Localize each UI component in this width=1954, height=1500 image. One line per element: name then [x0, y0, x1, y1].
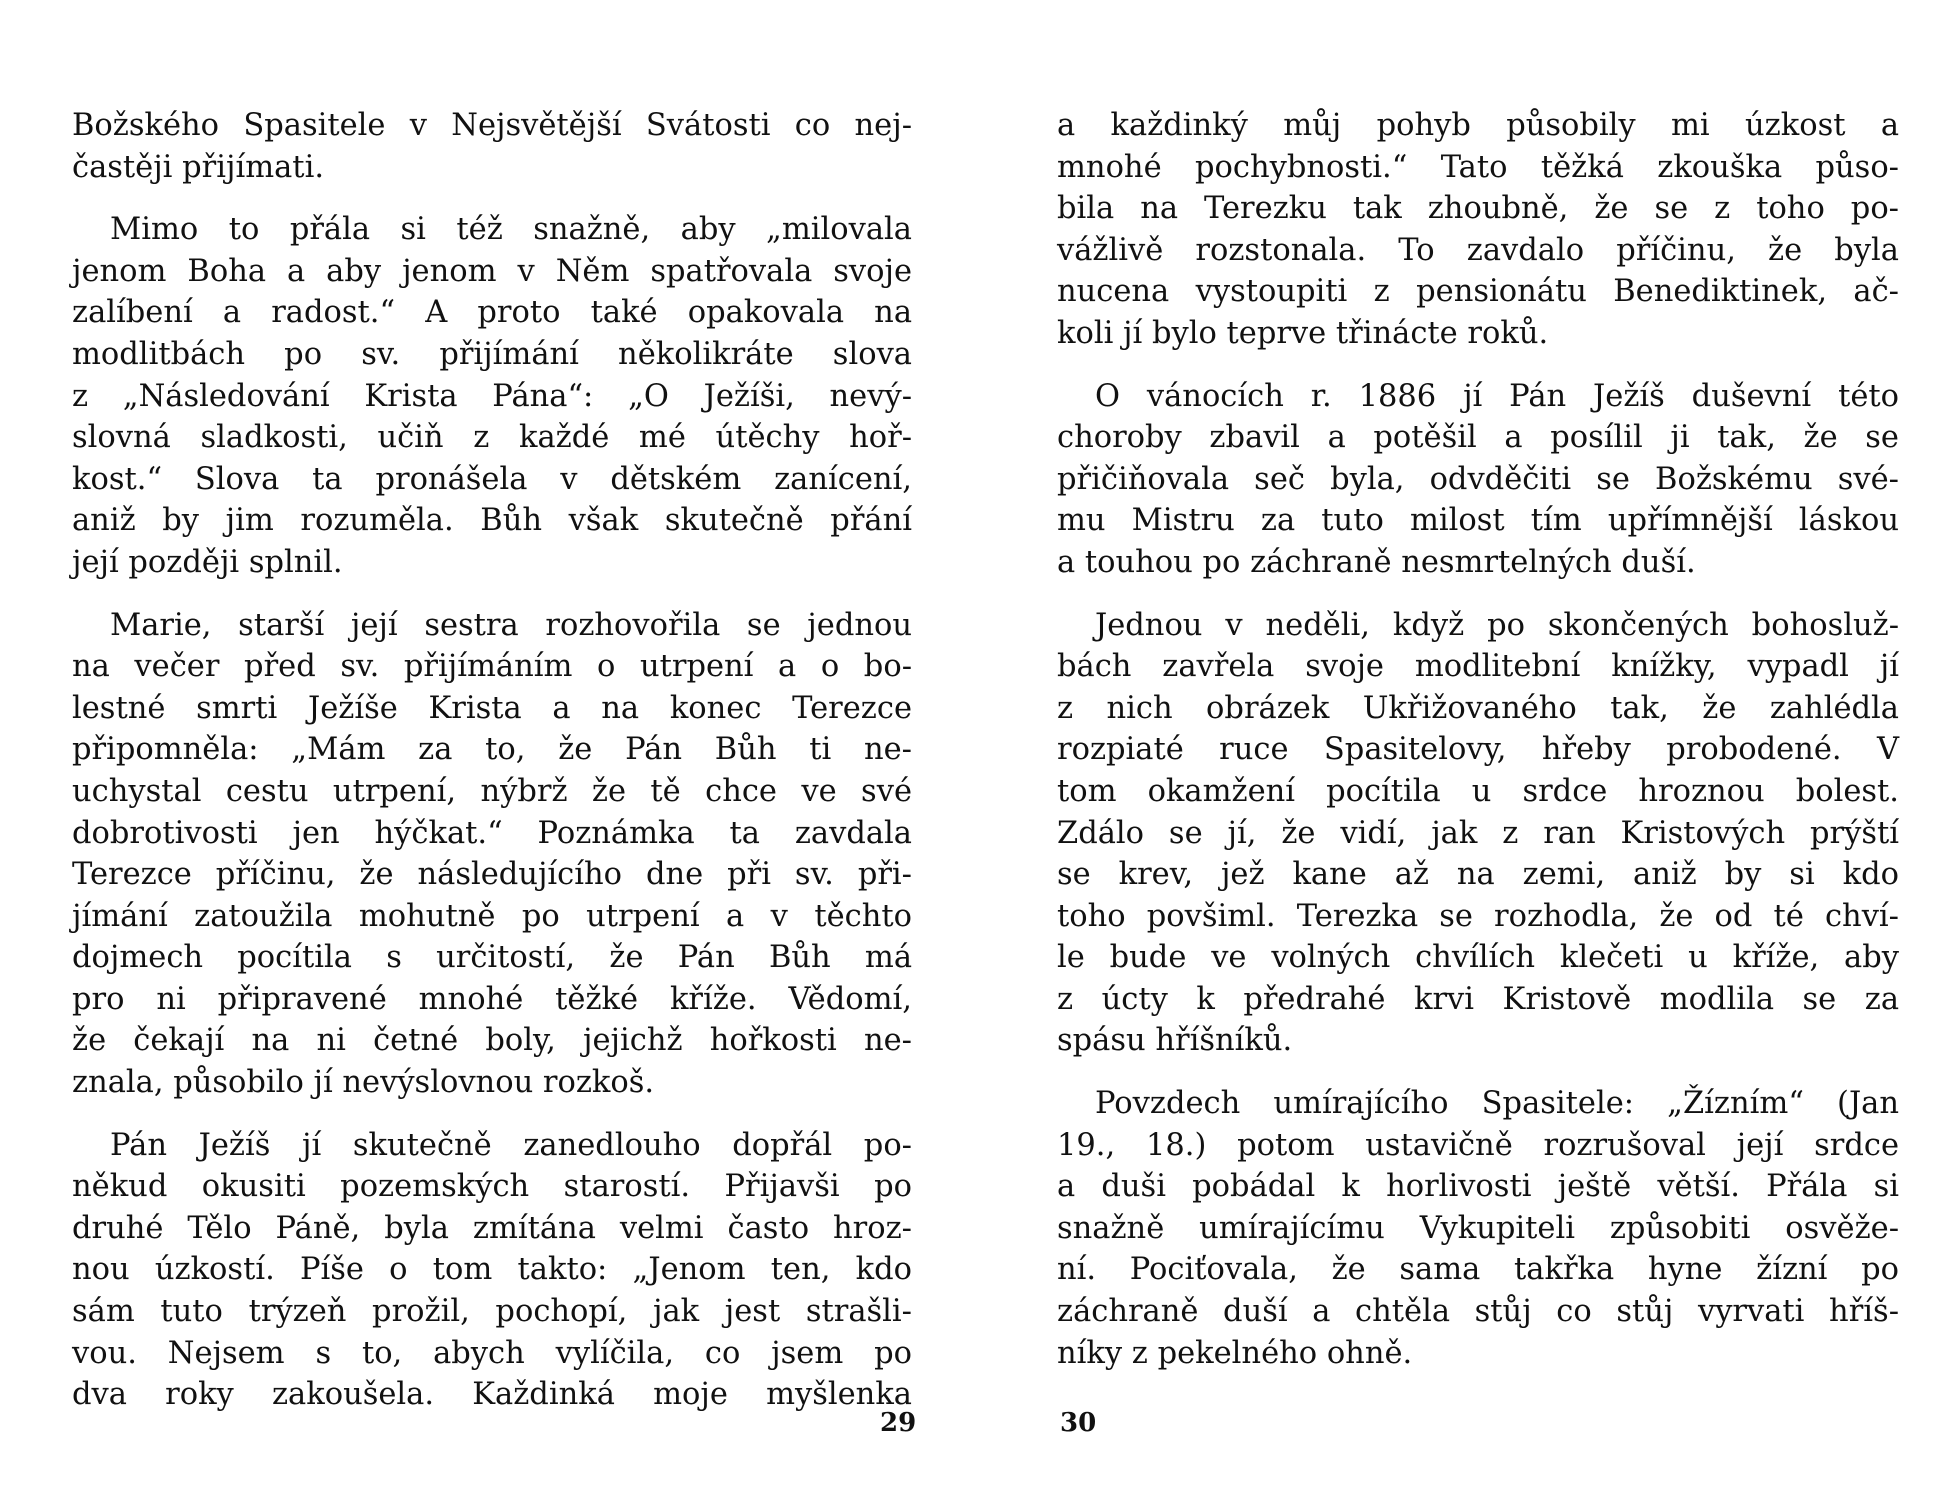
text-line: mnohé pochybnosti.“ Tato těžká zkouška půso- — [1057, 149, 1899, 185]
text-line: bila na Terezku tak zhoubně, že se z toho po- — [1057, 191, 1899, 227]
text-line: spásu hříšníků. — [1057, 1023, 1293, 1059]
text-line: že čekají na ni četné boly, jejichž hořkosti ne- — [72, 1023, 912, 1059]
text-line: dva roky zakoušela. Každinká moje myšlenka — [72, 1377, 912, 1413]
text-line: mu Mistru za tuto milost tím upřímnější láskou — [1057, 503, 1899, 539]
text-line: jímání zatoužila mohutně po utrpení a v těchto — [72, 898, 912, 934]
text-line: záchraně duší a chtěla stůj co stůj vyrvati hříš- — [1057, 1294, 1899, 1330]
text-line: častěji přijímati. — [72, 149, 325, 185]
text-line: Zdálo se jí, že vidí, jak z ran Kristových prýští — [1057, 815, 1899, 851]
text-line: Terezce příčinu, že následujícího dne při sv. při- — [72, 857, 912, 893]
paragraph — [1057, 1083, 1899, 1374]
left-page-number: 29 — [880, 1408, 917, 1438]
text-line: jenom Boha a aby jenom v Něm spatřovala svoje — [72, 253, 912, 289]
text-line: znala, působilo jí nevýslovnou rozkoš. — [72, 1065, 655, 1101]
text-line: slovná sladkosti, učiň z každé mé útěchy hoř- — [72, 420, 912, 456]
text-line: kost.“ Slova ta pronášela v dětském zanícení, — [72, 461, 912, 497]
text-line: z úcty k předrahé krvi Kristově modlila se za — [1057, 981, 1899, 1017]
text-line: aniž by jim rozuměla. Bůh však skutečně přání — [72, 503, 912, 539]
text-line: a každinký můj pohyb působily mi úzkost a — [1057, 108, 1899, 143]
paragraph — [1057, 376, 1899, 584]
text-line: dobrotivosti jen hýčkat.“ Poznámka ta zavdala — [72, 815, 912, 851]
text-line: a duši pobádal k horlivosti ještě větší. Přála si — [1057, 1169, 1899, 1205]
text-line: Jednou v neděli, když po skončených bohosluž- — [1095, 607, 1899, 643]
text-line: snažně umírajícímu Vykupiteli způsobiti osvěže- — [1057, 1210, 1899, 1246]
text-line: rozpiaté ruce Spasitelovy, hřeby probodené. V — [1057, 732, 1899, 768]
text-line: vou. Nejsem s to, abych vylíčila, co jsem po — [72, 1335, 912, 1371]
text-line: Božského Spasitele v Nejsvětější Svátosti co nej- — [72, 108, 912, 143]
text-line: přičiňovala seč byla, odvděčiti se Božskému své- — [1057, 461, 1899, 497]
text-line: lestné smrti Ježíše Krista a na konec Terezce — [72, 690, 912, 726]
text-line: vážlivě rozstonala. To zavdalo příčinu, že byla — [1057, 232, 1899, 268]
paragraph — [72, 105, 912, 188]
text-line: O vánocích r. 1886 jí Pán Ježíš duševní této — [1095, 378, 1899, 414]
right-page-number: 30 — [1060, 1408, 1097, 1438]
text-line: ní. Pociťovala, že sama takřka hyne žízní po — [1057, 1252, 1899, 1288]
text-line: uchystal cestu utrpení, nýbrž že tě chce ve své — [72, 773, 912, 809]
right-page-text — [1057, 105, 1899, 1395]
text-line: někud okusiti pozemských starostí. Přijavši po — [72, 1169, 912, 1205]
text-line: Povzdech umírajícího Spasitele: „Žízním“ (Jan — [1095, 1086, 1899, 1122]
paragraph — [72, 209, 912, 583]
paragraph — [72, 605, 912, 1104]
text-line: le bude ve volných chvílích klečeti u kříže, aby — [1057, 940, 1899, 976]
text-line: její později splnil. — [72, 544, 343, 580]
text-line: koli jí bylo teprve třinácte roků. — [1057, 315, 1549, 351]
text-line: a touhou po záchraně nesmrtelných duší. — [1057, 544, 1696, 580]
text-line: se krev, jež kane až na zemi, aniž by si kdo — [1057, 857, 1899, 893]
text-line: Mimo to přála si též snažně, aby „milovala — [110, 212, 912, 248]
text-line: nou úzkostí. Píše o tom takto: „Jenom ten, kdo — [72, 1252, 912, 1288]
text-line: zalíbení a radost.“ A proto také opakovala na — [72, 295, 912, 331]
text-line: z „Následování Krista Pána“: „O Ježíši, nevý- — [72, 378, 912, 414]
text-line: druhé Tělo Páně, byla zmítána velmi často hroz- — [72, 1210, 912, 1246]
text-line: modlitbách po sv. přijímání několikráte slova — [72, 336, 912, 372]
text-line: dojmech pocítila s určitostí, že Pán Bůh má — [72, 940, 912, 976]
text-line: bách zavřela svoje modlitební knížky, vypadl jí — [1057, 649, 1899, 685]
text-line: toho povšiml. Terezka se rozhodla, že od té chví- — [1057, 898, 1899, 934]
paragraph — [72, 1125, 912, 1416]
text-line: choroby zbavil a potěšil a posílil ji tak, že se — [1057, 420, 1899, 456]
text-line: Pán Ježíš jí skutečně zanedlouho dopřál po- — [110, 1127, 912, 1163]
text-line: z nich obrázek Ukřižovaného tak, že zahlédla — [1057, 690, 1899, 726]
text-line: 19., 18.) potom ustavičně rozrušoval její srdce — [1057, 1127, 1899, 1163]
left-page-text — [72, 105, 912, 1437]
text-line: nucena vystoupiti z pensionátu Benediktinek, ač- — [1057, 274, 1899, 310]
paragraph — [1057, 105, 1899, 355]
text-line: Marie, starší její sestra rozhovořila se jednou — [110, 607, 912, 643]
text-line: tom okamžení pocítila u srdce hroznou bolest. — [1057, 773, 1899, 809]
text-line: pro ni připravené mnohé těžké kříže. Vědomí, — [72, 981, 912, 1017]
text-line: níky z pekelného ohně. — [1057, 1335, 1413, 1371]
text-line: na večer před sv. přijímáním o utrpení a o bo- — [72, 649, 912, 685]
text-line: sám tuto trýzeň prožil, pochopí, jak jest strašli- — [72, 1294, 912, 1330]
paragraph — [1057, 605, 1899, 1063]
text-line: připomněla: „Mám za to, že Pán Bůh ti ne- — [72, 732, 912, 768]
